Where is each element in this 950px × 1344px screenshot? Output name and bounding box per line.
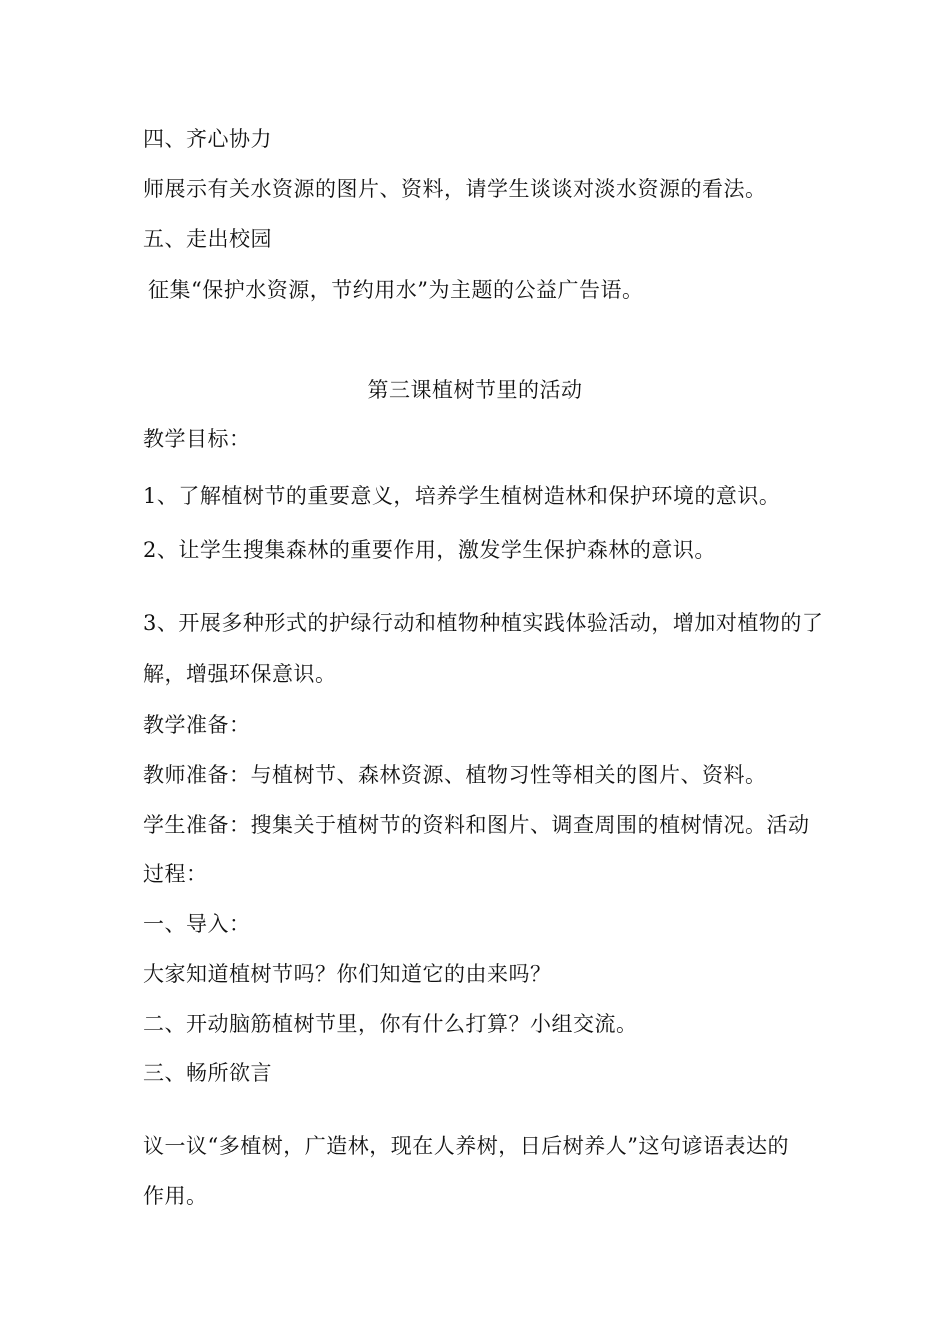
goal-item-3-cont: 解，增强环保意识。 (143, 662, 337, 686)
step-2-text: 二、开动脑筋植树节里，你有什么打算？小组交流。 (143, 1012, 638, 1036)
paragraph-water-resources: 师展示有关水资源的图片、资料，请学生谈谈对淡水资源的看法。 (143, 177, 767, 201)
step-1-text: 大家知道植树节吗？你们知道它的由来吗？ (143, 962, 552, 986)
goal-item-2: 2、让学生搜集森林的重要作用，激发学生保护森林的意识。 (143, 538, 716, 562)
goal-item-3: 3、开展多种形式的护绿行动和植物种植实践体验活动，增加对植物的了 (143, 611, 824, 635)
step-3-heading: 三、畅所欲言 (143, 1061, 272, 1085)
goal-item-1: 1、了解植树节的重要意义，培养学生植树造林和保护环境的意识。 (143, 484, 781, 508)
paragraph-slogan: 征集“保护水资源，节约用水”为主题的公益广告语。 (148, 278, 644, 302)
section-heading-4: 四、齐心协力 (143, 127, 272, 151)
section-heading-5: 五、走出校园 (143, 227, 272, 251)
student-prep: 学生准备：搜集关于植树节的资料和图片、调查周围的植树情况。活动 (143, 813, 810, 837)
student-prep-cont: 过程： (143, 862, 208, 886)
teacher-prep: 教师准备：与植树节、森林资源、植物习性等相关的图片、资料。 (143, 763, 767, 787)
teaching-goals-heading: 教学目标： (143, 427, 251, 451)
step-3-text: 议一议“多植树，广造林，现在人养树，日后树养人”这句谚语表达的 (143, 1134, 789, 1158)
step-1-heading: 一、导入： (143, 912, 251, 936)
teaching-prep-heading: 教学准备： (143, 713, 251, 737)
lesson-title: 第三课植树节里的活动 (367, 378, 583, 402)
step-3-text-cont: 作用。 (143, 1184, 208, 1208)
